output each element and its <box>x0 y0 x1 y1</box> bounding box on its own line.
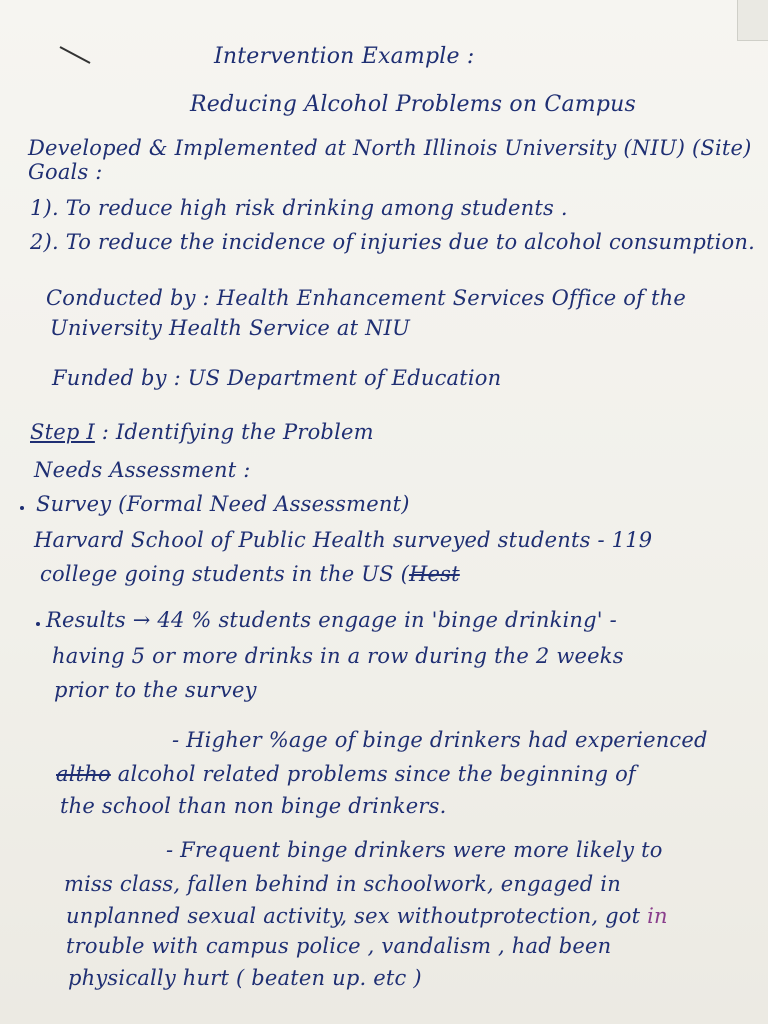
step-1-label: Step I <box>30 420 95 444</box>
bullet-icon <box>20 506 24 510</box>
frequent-line-2: miss class, fallen behind in schoolwork, engaged in <box>64 872 621 896</box>
goal-2: 2). To reduce the incidence of injuries due to alcohol consumption. <box>30 230 755 254</box>
page-corner <box>737 0 768 41</box>
conducted-line-2: University Health Service at NIU <box>50 316 411 340</box>
struck-word: Hest <box>409 562 460 586</box>
harvard-line-2 <box>40 562 460 586</box>
developed-line: Developed & Implemented at North Illinois University (NIU) (Site) <box>28 136 752 160</box>
struck-word: altho <box>56 762 111 786</box>
frequent-line-4: trouble with campus police , vandalism , had been <box>66 934 612 958</box>
harvard-text: college going students in the US ( <box>40 562 410 586</box>
harvard-line-1: Harvard School of Public Health surveyed students - 119 <box>34 528 653 552</box>
step-1-text: : Identifying the Problem <box>101 420 374 444</box>
bullet-icon <box>36 622 40 626</box>
funded-line: Funded by : US Department of Education <box>52 366 502 390</box>
page-subtitle: Reducing Alcohol Problems on Campus <box>190 92 636 117</box>
higher-line-1: - Higher %age of binge drinkers had experienced <box>172 728 708 752</box>
needs-assessment: Needs Assessment : <box>34 458 251 482</box>
higher-line-2 <box>56 762 636 786</box>
survey-line: Survey (Formal Need Assessment) <box>36 492 410 516</box>
higher-line-3: the school than non binge drinkers. <box>60 794 447 818</box>
page-title: Intervention Example : <box>214 44 475 69</box>
goal-1: 1). To reduce high risk drinking among students . <box>30 196 568 220</box>
results-line-2: having 5 or more drinks in a row during the 2 weeks <box>52 644 624 668</box>
frequent-line-5: physically hurt ( beaten up. etc ) <box>68 966 422 990</box>
conducted-line-1: Conducted by : Health Enhancement Services Office of the <box>46 286 686 310</box>
step-1-heading <box>30 420 374 444</box>
results-line-1: Results → 44 % students engage in 'binge drinking' - <box>46 608 617 632</box>
goals-label: Goals : <box>28 160 103 184</box>
purple-mark: in <box>647 904 668 928</box>
higher-text: alcohol related problems since the beginning of <box>110 762 636 786</box>
frequent-text: unplanned sexual activity, sex withoutprotection, got <box>66 904 641 928</box>
frequent-line-1: - Frequent binge drinkers were more likely to <box>166 838 663 862</box>
frequent-line-3 <box>66 904 668 928</box>
results-line-3: prior to the survey <box>54 678 257 702</box>
